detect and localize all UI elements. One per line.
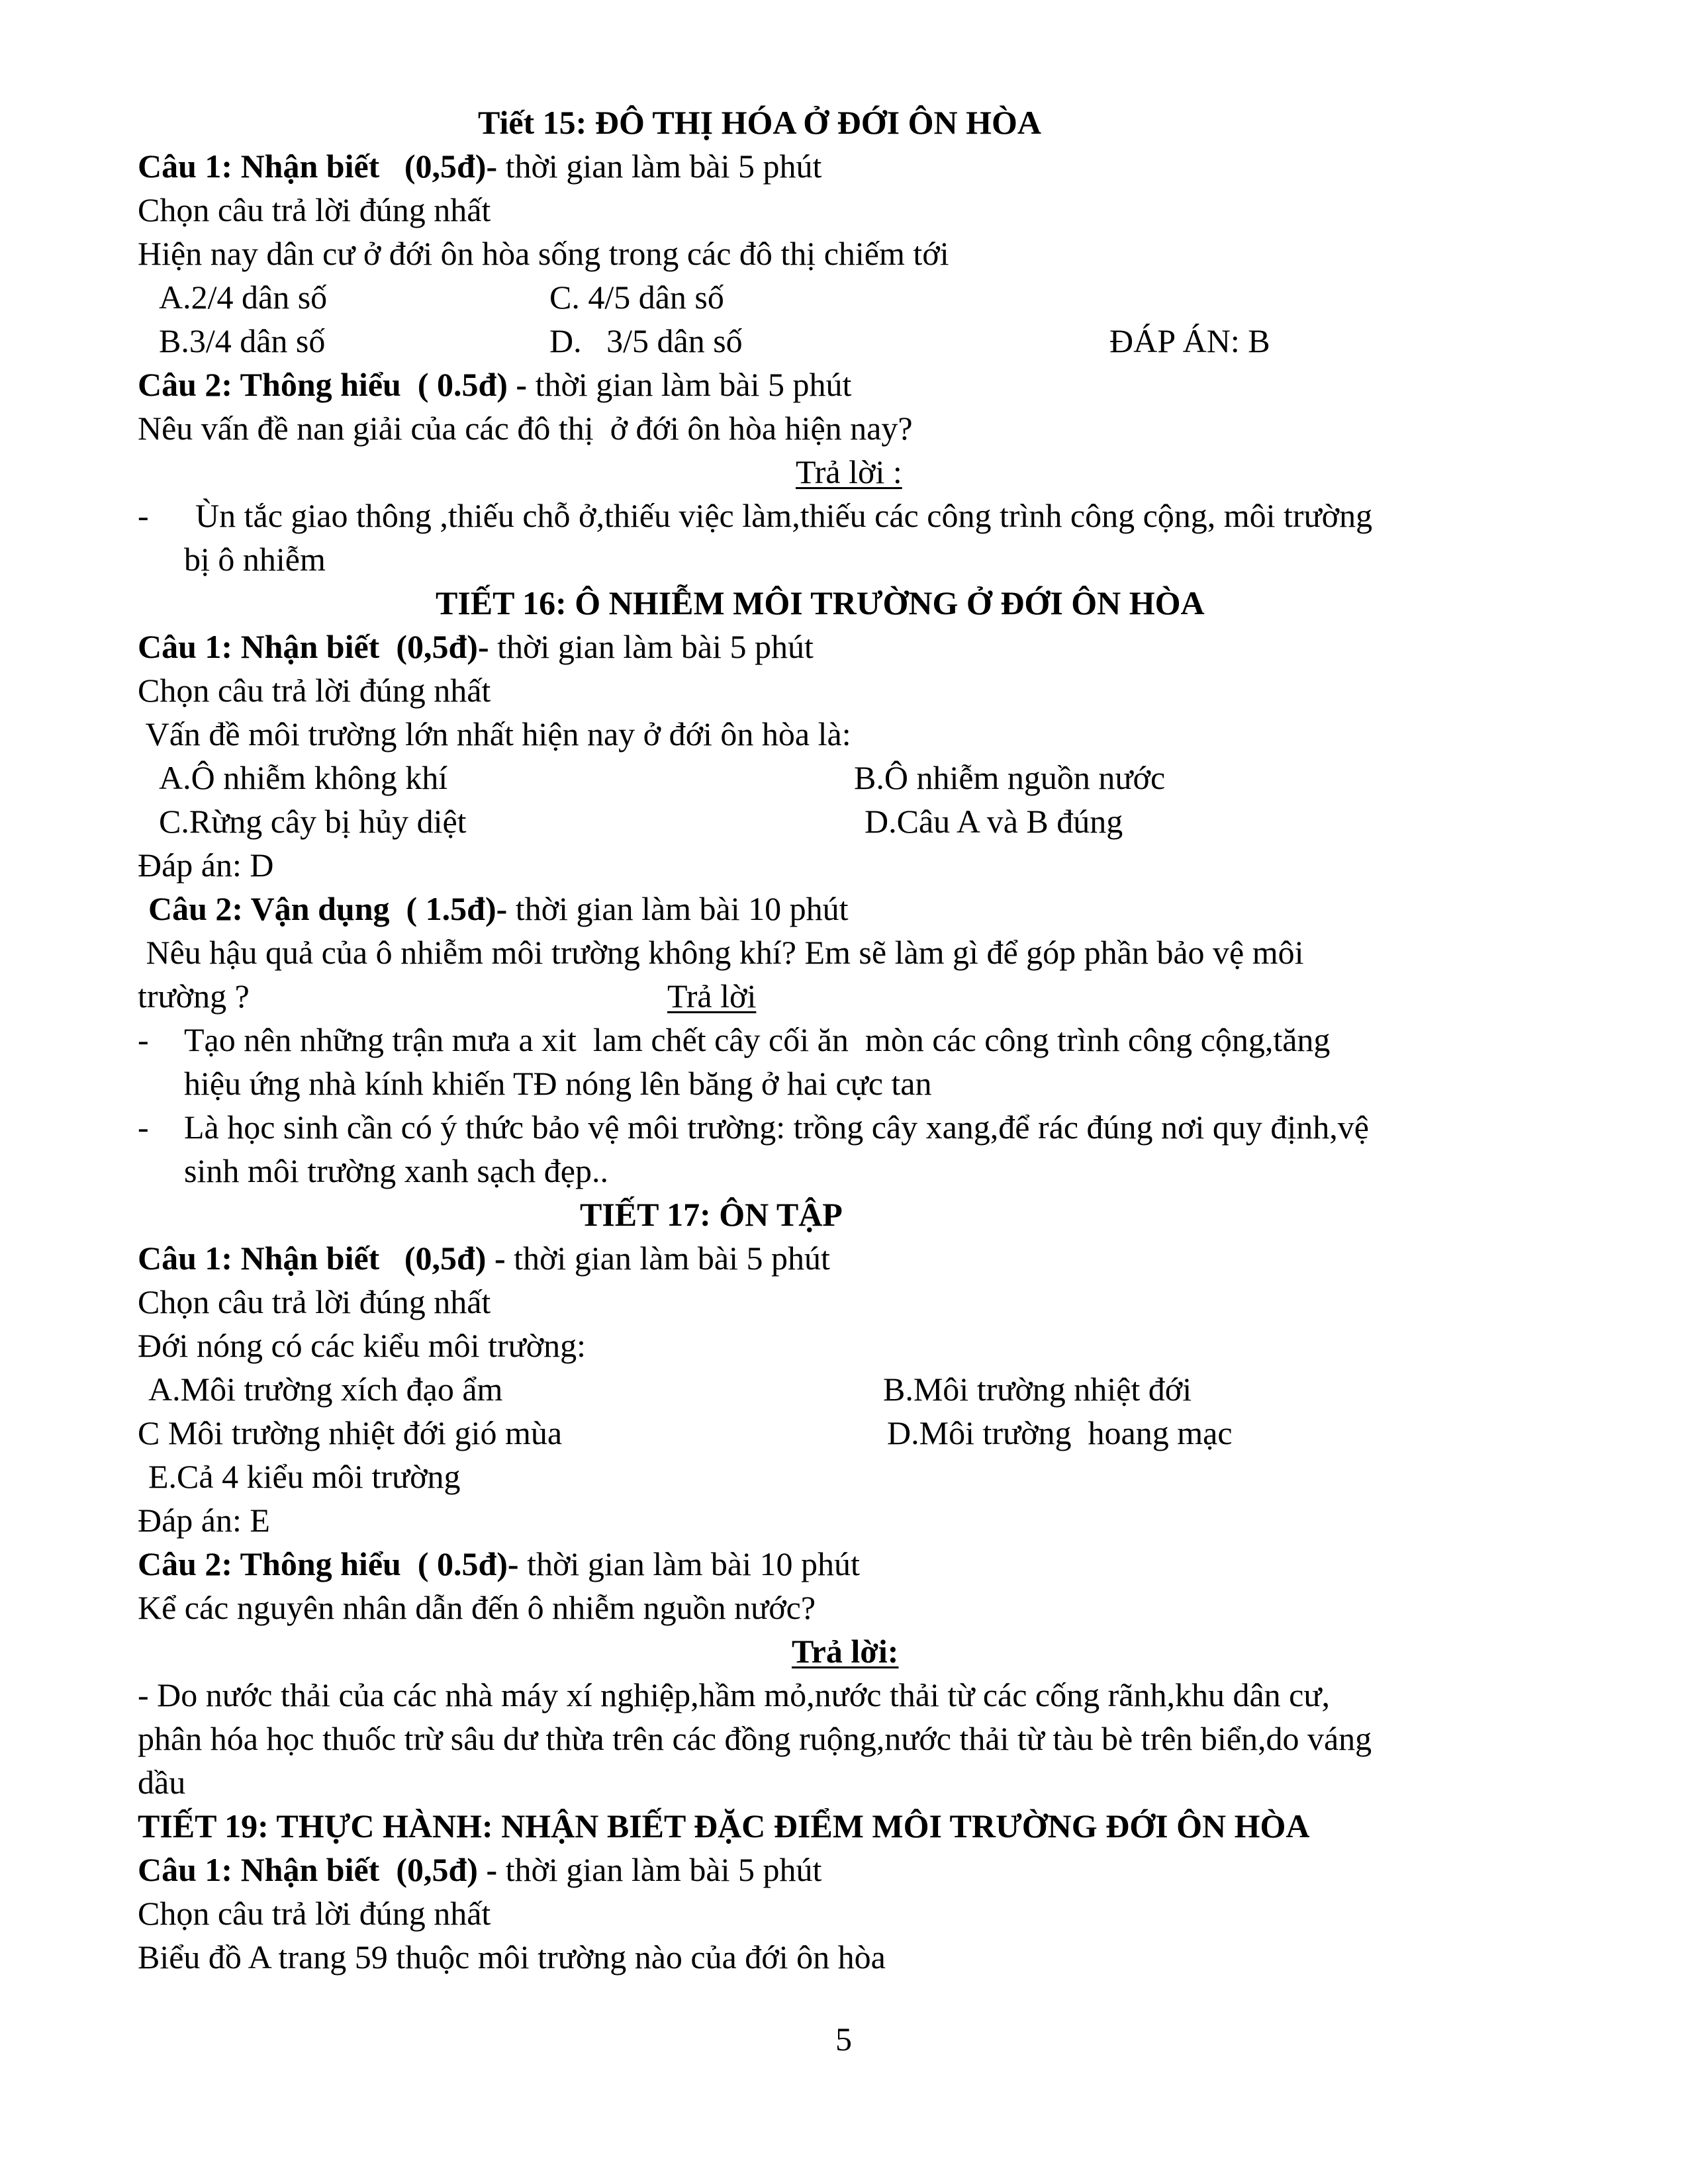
option-b: B.3/4 dân số	[159, 322, 326, 359]
option-a: A.2/4 dân số	[159, 279, 328, 316]
answer-text: Là học sinh cần có ý thức bảo vệ môi trường: trồng cây xang,để rác đúng nơi quy định,vệ	[184, 1109, 1369, 1146]
option-e: E.Cả 4 kiểu môi trường	[148, 1458, 461, 1495]
question-text: Kể các nguyên nhân dẫn đến ô nhiễm nguồn nước?	[138, 1589, 816, 1626]
section-title-19: TIẾT 19: THỰC HÀNH: NHẬN BIẾT ĐẶC ĐIỂM MÔI TRƯỜNG ĐỚI ÔN HÒA	[138, 1807, 1310, 1844]
question-header	[138, 363, 851, 406]
answer-text: hiệu ứng nhà kính khiến TĐ nóng lên băng ở hai cực tan	[184, 1065, 932, 1102]
question-time: thời gian làm bài 10 phút	[518, 1545, 860, 1582]
option-b: B.Môi trường nhiệt đới	[883, 1371, 1192, 1408]
question-header	[148, 887, 849, 931]
question-label: Câu 1: Nhận biết (0,5đ) -	[138, 1240, 506, 1277]
question-header	[138, 625, 814, 668]
question-time: thời gian làm bài 5 phút	[497, 148, 822, 185]
instruction: Chọn câu trả lời đúng nhất	[138, 191, 491, 228]
question-time: thời gian làm bài 5 phút	[489, 628, 814, 665]
question-label: Câu 1: Nhận biết (0,5đ) -	[138, 1851, 498, 1888]
option-d: D.Môi trường hoang mạc	[887, 1414, 1233, 1451]
question-label: Câu 2: Vận dụng ( 1.5đ)-	[148, 890, 508, 927]
section-title-15: Tiết 15: ĐÔ THỊ HÓA Ở ĐỚI ÔN HÒA	[478, 104, 1042, 141]
answer-text: phân hóa học thuốc trừ sâu dư thừa trên các đồng ruộng,nước thải từ tàu bè trên biển,do váng	[138, 1720, 1372, 1757]
question-label: Câu 1: Nhận biết (0,5đ)-	[138, 628, 489, 665]
question-text: Hiện nay dân cư ở đới ôn hòa sống trong các đô thị chiếm tới	[138, 235, 949, 272]
bullet: -	[138, 1021, 149, 1058]
option-c: C.Rừng cây bị hủy diệt	[159, 803, 467, 840]
option-d: D. 3/5 dân số	[549, 322, 743, 359]
question-header	[138, 1848, 821, 1891]
bullet: -	[138, 1109, 149, 1146]
answer-text: dầu	[138, 1764, 186, 1801]
question-text: Đới nóng có các kiểu môi trường:	[138, 1327, 586, 1364]
question-time: thời gian làm bài 5 phút	[497, 1851, 822, 1888]
answer-text: sinh môi trường xanh sạch đẹp..	[184, 1152, 608, 1189]
question-time: thời gian làm bài 5 phút	[527, 366, 852, 403]
section-title-17: TIẾT 17: ÔN TẬP	[580, 1196, 843, 1233]
answer-heading: Trả lời:	[792, 1633, 899, 1670]
question-label: Câu 2: Thông hiểu ( 0.5đ)-	[138, 1545, 519, 1582]
option-c: C. 4/5 dân số	[549, 279, 724, 316]
answer-key: Đáp án: E	[138, 1502, 270, 1539]
question-time: thời gian làm bài 5 phút	[505, 1240, 830, 1277]
instruction: Chọn câu trả lời đúng nhất	[138, 1895, 491, 1932]
option-d: D.Câu A và B đúng	[865, 803, 1123, 840]
question-header	[138, 1542, 860, 1586]
answer-key: Đáp án: D	[138, 846, 274, 884]
page-number: 5	[835, 2021, 852, 2058]
option-c: C Môi trường nhiệt đới gió mùa	[138, 1414, 563, 1451]
answer-text: Ùn tắc giao thông ,thiếu chỗ ở,thiếu việc làm,thiếu các công trình công cộng, môi trường	[195, 497, 1373, 534]
question-label: Câu 2: Thông hiểu ( 0.5đ) -	[138, 366, 528, 403]
question-text: Nêu hậu quả của ô nhiễm môi trường không khí? Em sẽ làm gì để góp phần bảo vệ môi	[138, 934, 1304, 971]
answer-heading: Trả lời	[667, 978, 757, 1015]
question-label: Câu 1: Nhận biết (0,5đ)-	[138, 148, 498, 185]
option-a: A.Môi trường xích đạo ẩm	[148, 1371, 503, 1408]
option-a: A.Ô nhiễm không khí	[159, 759, 448, 796]
answer-heading: Trả lời :	[796, 453, 902, 490]
answer-text: - Do nước thải của các nhà máy xí nghiệp,hầm mỏ,nước thải từ các cống rãnh,khu dân cư,	[138, 1676, 1330, 1713]
question-header	[138, 144, 821, 188]
instruction: Chọn câu trả lời đúng nhất	[138, 672, 491, 709]
answer-key: ĐÁP ÁN: B	[1109, 322, 1270, 359]
instruction: Chọn câu trả lời đúng nhất	[138, 1283, 491, 1320]
option-b: B.Ô nhiễm nguồn nước	[854, 759, 1166, 796]
section-title-16: TIẾT 16: Ô NHIỄM MÔI TRƯỜNG Ở ĐỚI ÔN HÒA	[436, 584, 1205, 621]
question-text: trường ?	[138, 978, 250, 1015]
answer-text: bị ô nhiễm	[184, 541, 326, 578]
answer-text: Tạo nên những trận mưa a xit lam chết cây cối ăn mòn các công trình công cộng,tăng	[184, 1021, 1331, 1058]
question-time: thời gian làm bài 10 phút	[507, 890, 849, 927]
question-text: Biểu đồ A trang 59 thuộc môi trường nào của đới ôn hòa	[138, 1938, 886, 1976]
question-text: Vấn đề môi trường lớn nhất hiện nay ở đới ôn hòa là:	[138, 715, 851, 752]
question-text: Nêu vấn đề nan giải của các đô thị ở đới ôn hòa hiện nay?	[138, 410, 913, 447]
bullet: -	[138, 497, 149, 534]
question-header	[138, 1236, 830, 1280]
